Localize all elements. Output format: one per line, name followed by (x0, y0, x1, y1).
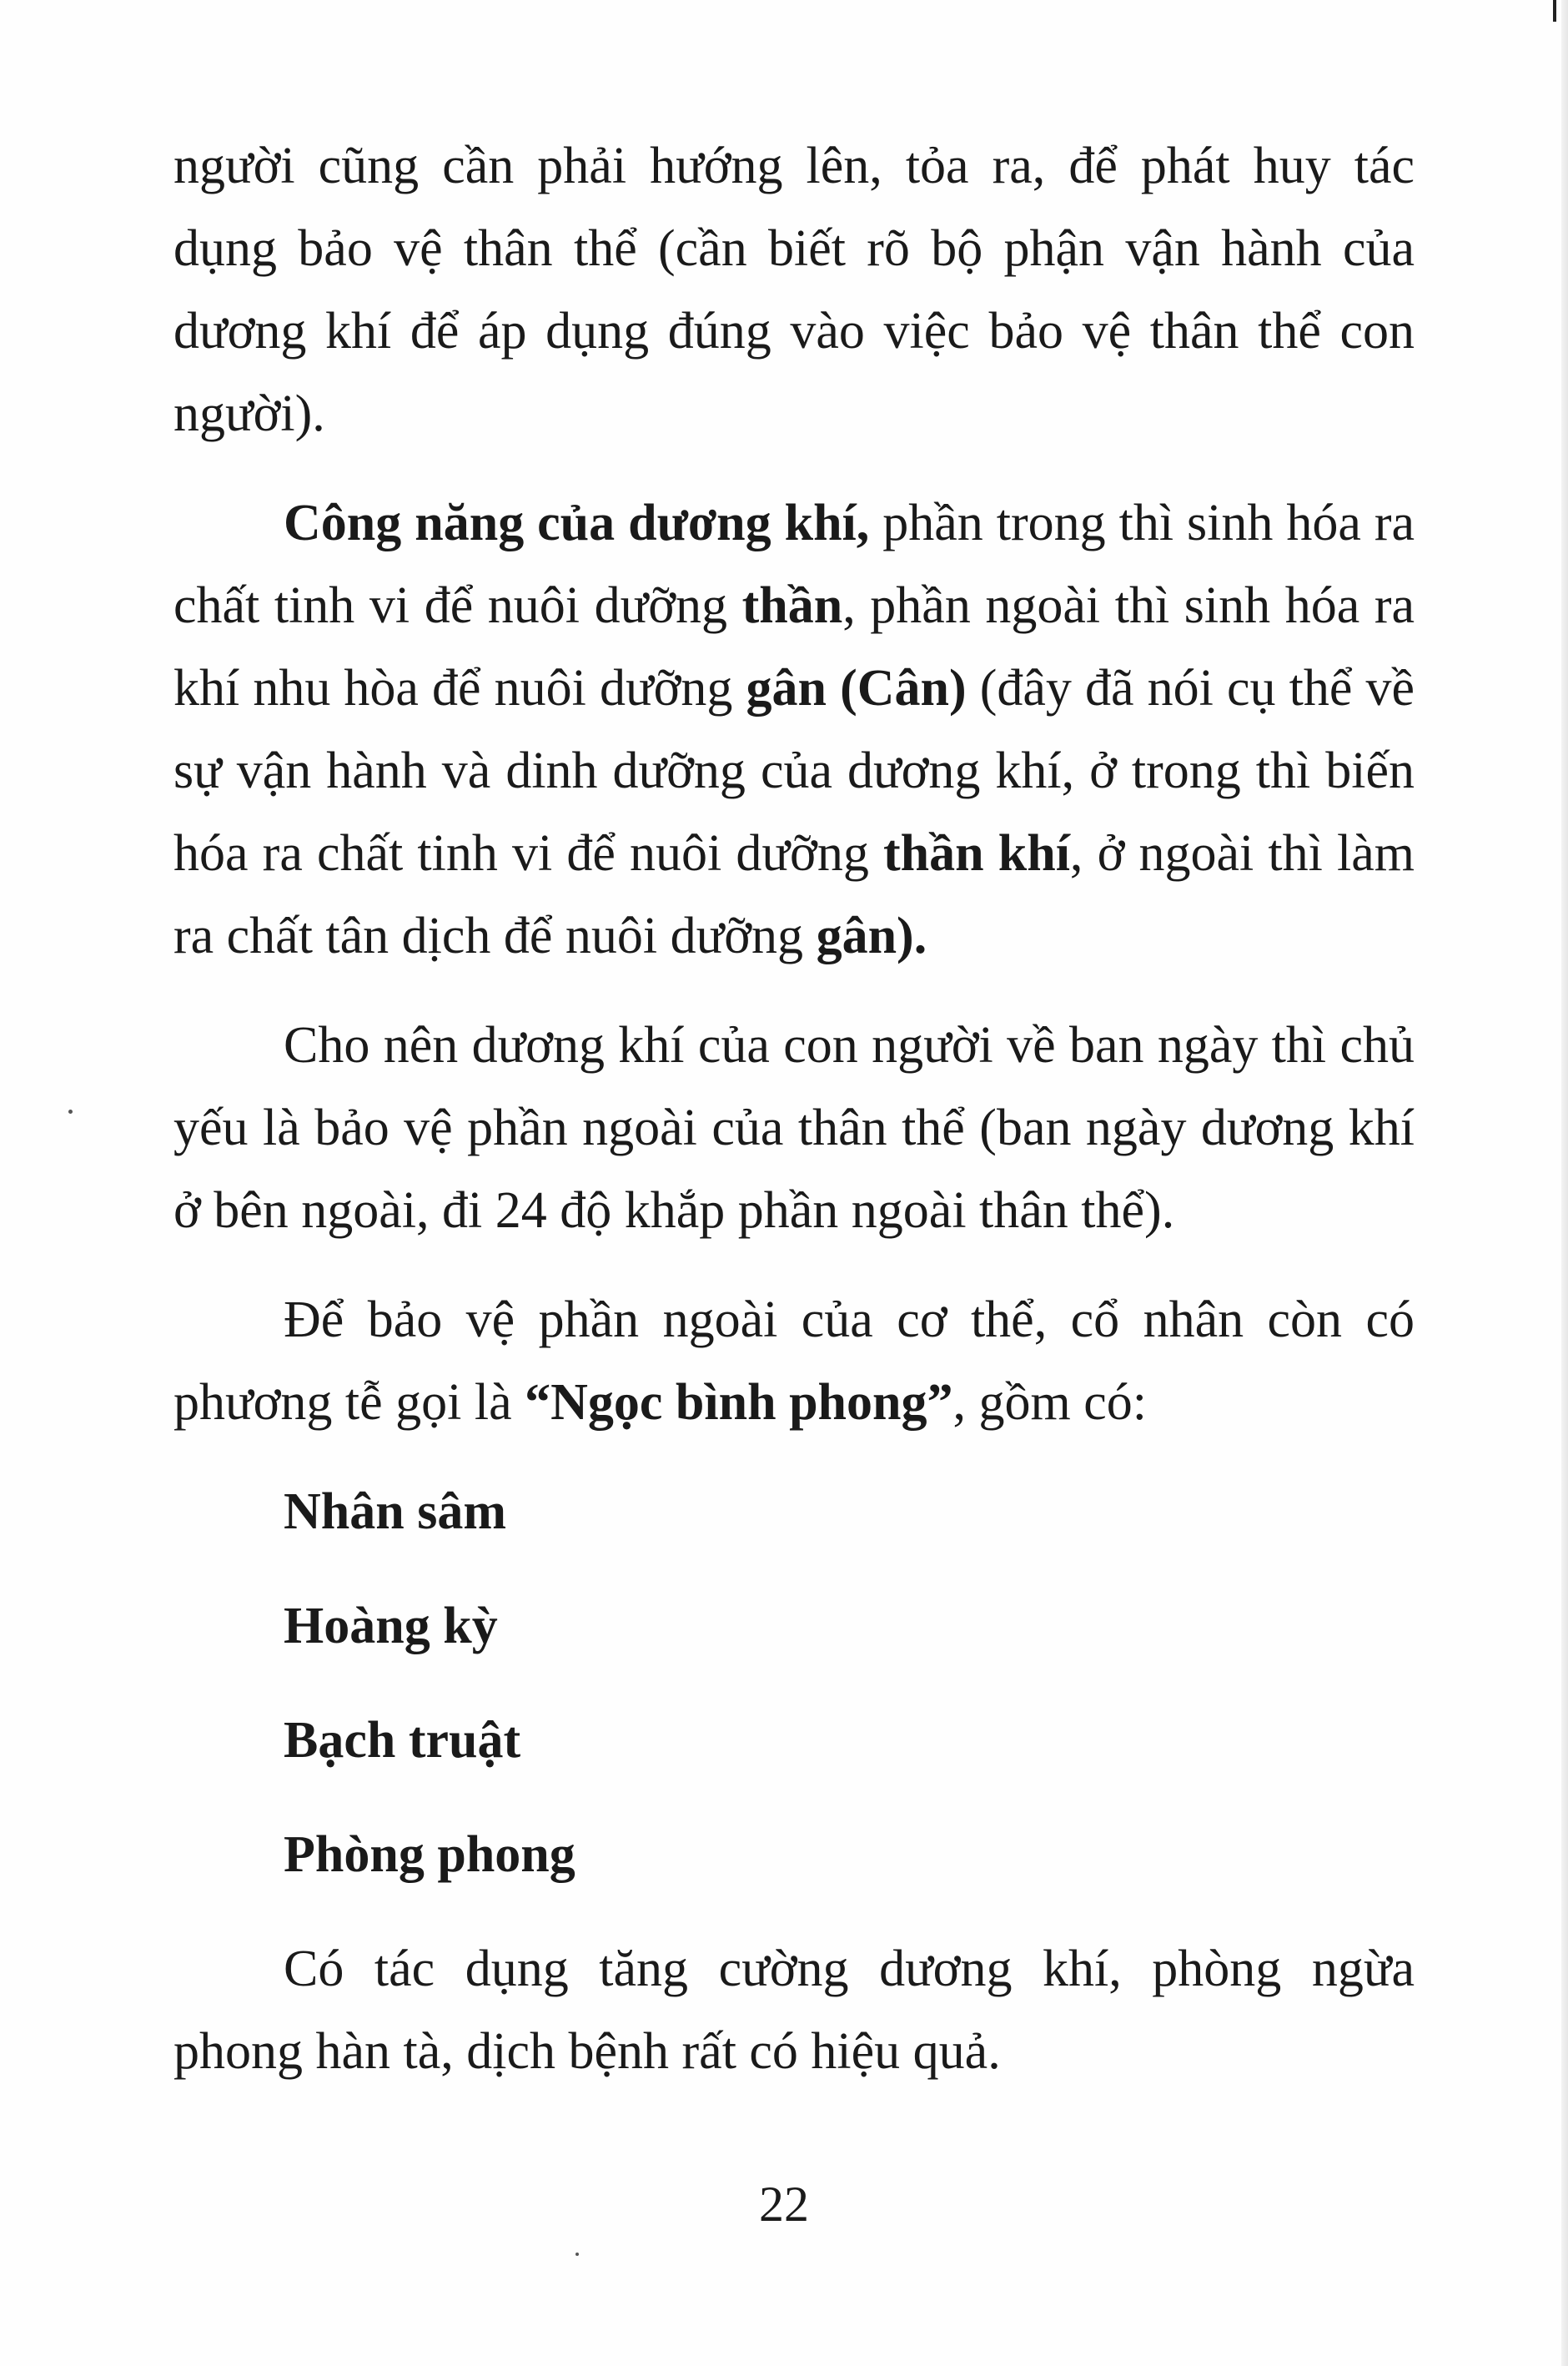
paragraph-4-text-b: , gồm có: (952, 1374, 1148, 1431)
bold-term-gan: gân). (816, 908, 927, 964)
page-edge-shadow (1561, 0, 1568, 2366)
paragraph-3 (173, 1004, 1415, 1252)
herb-item: Bạch truật (284, 1712, 521, 1769)
bold-term-than-khi: thần khí (882, 825, 1070, 882)
paragraph-2 (173, 482, 1415, 978)
scan-speck (68, 1110, 73, 1114)
bold-term-than: thần (741, 577, 843, 634)
paragraph-2-text-b: , phần ngoài thì sinh hóa ra khí nhu hòa để nuôi dưỡng (173, 577, 1415, 717)
bold-term-cong-nang: Công năng của dương khí, (284, 495, 870, 551)
herb-item: Hoàng kỳ (284, 1598, 498, 1654)
closing-paragraph (173, 1928, 1415, 2093)
paragraph-1 (173, 125, 1415, 456)
paragraph-2-text-d: , ở ngoài thì làm ra chất tân dịch để nuôi dưỡng (173, 825, 1415, 964)
herb-list (173, 1471, 1415, 1896)
paragraph-2-text-a: phần trong thì sinh hóa ra chất tinh vi để nuôi dưỡng (173, 495, 1415, 634)
herb-item: Nhân sâm (284, 1483, 507, 1540)
scan-edge-mark (1553, 0, 1556, 22)
bold-term-ngoc-binh-phong: “Ngọc bình phong” (525, 1374, 953, 1431)
body-text (173, 125, 1415, 2120)
paragraph-3-text: Cho nên dương khí của con người về ban ngày thì chủ yếu là bảo vệ phần ngoài của thân thể (ban ngày dương khí ở bên ngoài, đi 24 độ khắp phần ngoài thân thể). (173, 1017, 1415, 1239)
paragraph-1-text: người cũng cần phải hướng lên, tỏa ra, để phát huy tác dụng bảo vệ thân thể (cần biết rõ bộ phận vận hành của dương khí để áp dụng đúng vào việc bảo vệ thân thể con người). (173, 138, 1415, 442)
paragraph-4 (173, 1279, 1415, 1444)
page-number: 22 (759, 2177, 809, 2232)
scan-speck (575, 2253, 579, 2256)
paragraph-4-text-a: Để bảo vệ phần ngoài của cơ thể, cổ nhân còn có phương tễ gọi là (173, 1291, 1415, 1431)
paragraph-2-text-c: (đây đã nói cụ thể về sự vận hành và dinh dưỡng của dương khí, ở trong thì biến hóa ra chất tinh vi để nuôi dưỡng (173, 660, 1415, 882)
closing-paragraph-text: Có tác dụng tăng cường dương khí, phòng ngừa phong hàn tà, dịch bệnh rất có hiệu quả. (173, 1941, 1415, 2080)
herb-item: Phòng phong (284, 1826, 575, 1883)
bold-term-gan-can: gân (Cân) (746, 660, 967, 717)
